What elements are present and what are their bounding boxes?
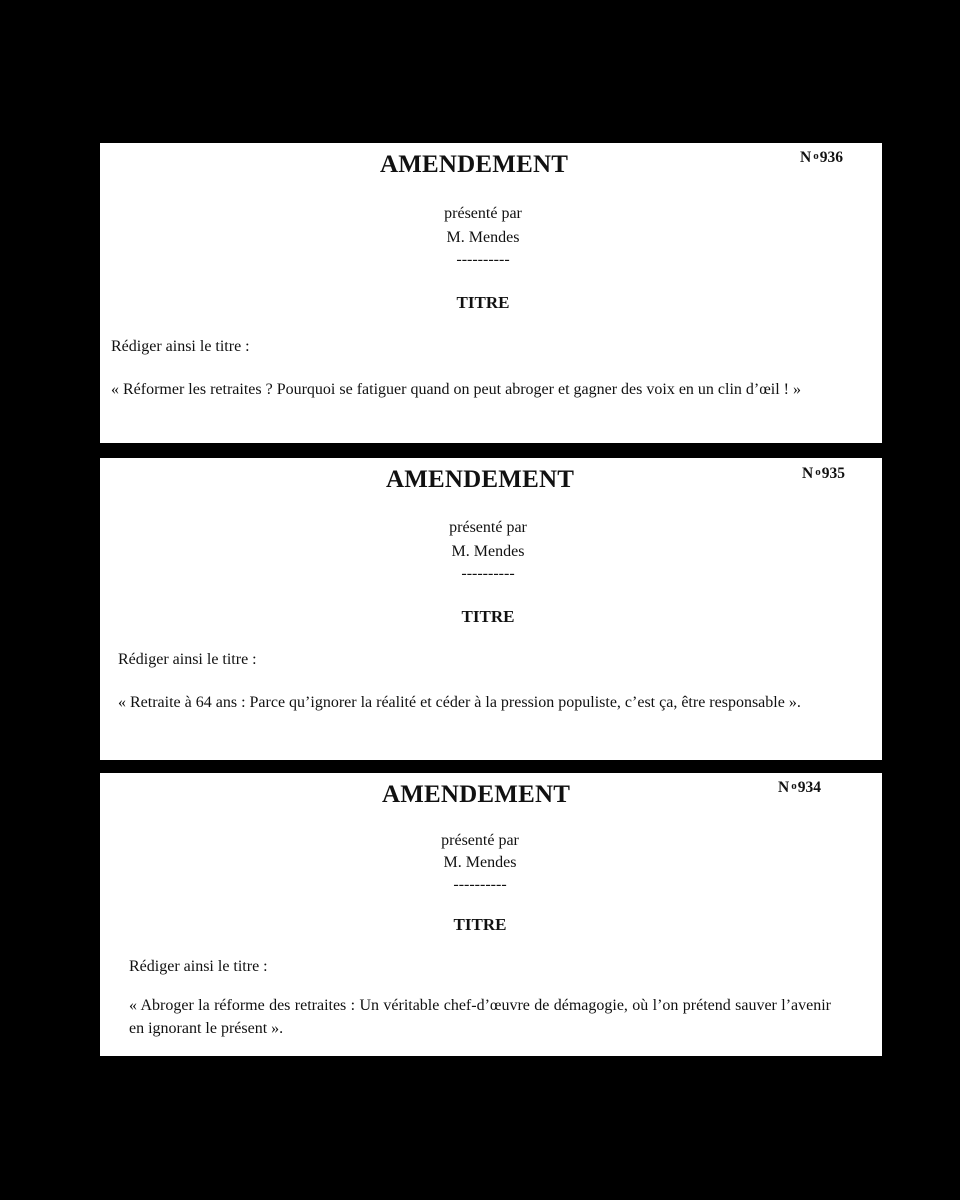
amendment-heading: AMENDEMENT — [382, 781, 571, 808]
author-name: M. Mendes — [446, 229, 520, 246]
presented-by-label: présenté par — [449, 519, 527, 536]
section-title: TITRE — [453, 915, 507, 934]
separator: ---------- — [453, 876, 507, 893]
instruction-text: Rédiger ainsi le titre : — [111, 338, 250, 355]
instruction-text: Rédiger ainsi le titre : — [129, 958, 268, 975]
presented-by-label: présenté par — [441, 832, 519, 849]
separator: ---------- — [456, 251, 510, 268]
amendment-card — [100, 458, 882, 760]
amendment-body: « Abroger la réforme des retraites : Un véritable chef-d’œuvre de démagogie, où l’on prétend sauver l’avenir en ignorant le présent ». — [129, 997, 831, 1037]
amendment-number: N o935 — [802, 465, 845, 482]
section-title: TITRE — [461, 607, 515, 626]
presented-by-label: présenté par — [444, 205, 522, 222]
amendment-body: « Retraite à 64 ans : Parce qu’ignorer la réalité et céder à la pression populiste, c’est ça, être responsable ». — [118, 694, 801, 711]
amendment-number: N o934 — [778, 779, 821, 796]
separator: ---------- — [461, 565, 515, 582]
amendment-card — [100, 143, 882, 443]
instruction-text: Rédiger ainsi le titre : — [118, 651, 257, 668]
amendment-number: N o936 — [800, 149, 843, 166]
amendment-heading: AMENDEMENT — [386, 466, 575, 493]
author-name: M. Mendes — [451, 543, 525, 560]
author-name: M. Mendes — [443, 854, 517, 871]
amendment-body: « Réformer les retraites ? Pourquoi se fatiguer quand on peut abroger et gagner des voix en un clin d’œil ! » — [111, 381, 802, 398]
amendment-card — [100, 773, 882, 1056]
amendment-heading: AMENDEMENT — [380, 151, 569, 178]
section-title: TITRE — [456, 293, 510, 312]
